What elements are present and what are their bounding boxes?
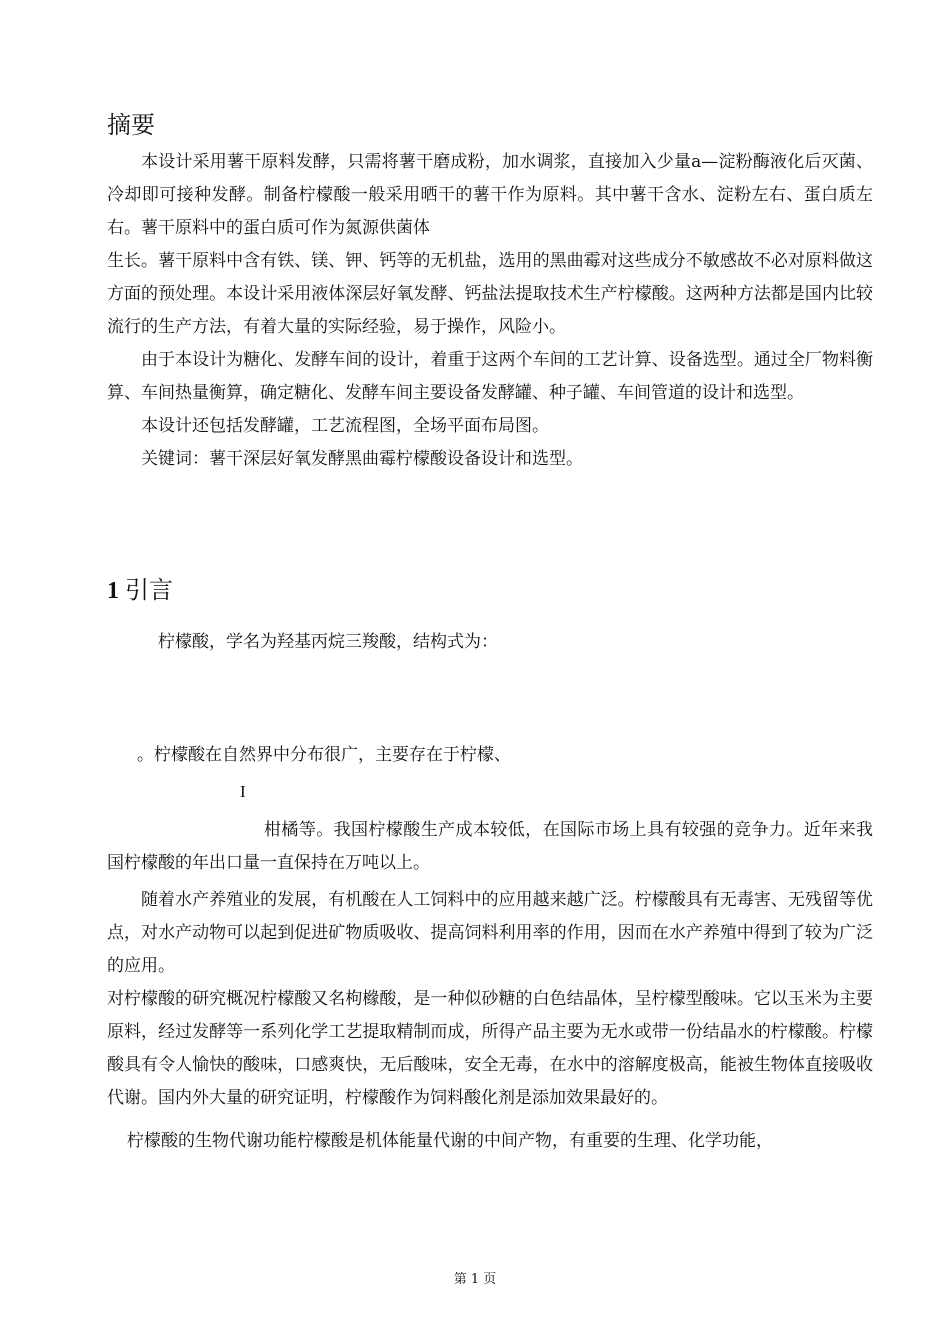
abstract-paragraph-1: 本设计采用薯干原料发酵，只需将薯干磨成粉，加水调浆，直接加入少量a—淀粉酶液化后灭菌、冷却即可接种发酵。制备柠檬酸一般采用晒干的薯干作为原料。其中薯干含水、淀粉左右、蛋白质左右。薯干原料中的蛋白质可作为氮源供菌体 — [107, 152, 873, 238]
nature-line: 。柠檬酸在自然界中分布很广，主要存在于柠檬、 — [137, 745, 511, 765]
keywords-paragraph: 关键词：薯干深层好氧发酵黑曲霉柠檬酸设备设计和选型。 — [141, 449, 583, 469]
page-number-footer: 第 1 页 — [453, 1272, 497, 1287]
intro-paragraph-4: 柠檬酸的生物代谢功能柠檬酸是机体能量代谢的中间产物，有重要的生理、化学功能， — [127, 1131, 773, 1151]
intro-heading-title: 引言 — [125, 576, 173, 604]
intro-body — [107, 814, 873, 1158]
abstract-paragraph-3: 由于本设计为糖化、发酵车间的设计，着重于这两个车间的工艺计算、设备选型。通过全厂物料衡算、车间热量衡算，确定糖化、发酵车间主要设备发酵罐、种子罐、车间管道的设计和选型。 — [107, 350, 873, 403]
formula-intro-line: 柠檬酸，学名为羟基丙烷三羧酸，结构式为： — [158, 632, 498, 652]
intro-heading — [107, 575, 173, 606]
stray-mark: I — [240, 782, 246, 801]
intro-paragraph-2: 随着水产养殖业的发展，有机酸在人工饲料中的应用越来越广泛。柠檬酸具有无毒害、无残留等优点，对水产动物可以起到促进矿物质吸收、提高饲料利用率的作用，因而在水产养殖中得到了较为广泛的应用。 — [107, 890, 873, 976]
intro-paragraph-1: 柑橘等。我国柠檬酸生产成本较低，在国际市场上具有较强的竞争力。近年来我国柠檬酸的年出口量一直保持在万吨以上。 — [107, 820, 873, 873]
intro-heading-number: 1 — [107, 578, 119, 604]
abstract-paragraph-4: 本设计还包括发酵罐，工艺流程图，全场平面布局图。 — [141, 416, 549, 436]
abstract-body — [107, 146, 873, 476]
abstract-paragraph-2: 生长。薯干原料中含有铁、镁、钾、钙等的无机盐，选用的黑曲霉对这些成分不敏感故不必对原料做这方面的预处理。本设计采用液体深层好氧发酵、钙盐法提取技术生产柠檬酸。这两种方法都是国内比较流行的生产方法，有着大量的实际经验，易于操作，风险小。 — [107, 251, 873, 337]
intro-paragraph-3: 对柠檬酸的研究概况柠檬酸又名枸橼酸，是一种似砂糖的白色结晶体，呈柠檬型酸味。它以玉米为主要原料，经过发酵等一系列化学工艺提取精制而成，所得产品主要为无水或带一份结晶水的柠檬酸。柠檬酸具有令人愉快的酸味，口感爽快，无后酸味，安全无毒，在水中的溶解度极高，能被生物体直接吸收代谢。国内外大量的研究证明，柠檬酸作为饲料酸化剂是添加效果最好的。 — [107, 989, 873, 1108]
abstract-heading: 摘要 — [107, 111, 155, 139]
